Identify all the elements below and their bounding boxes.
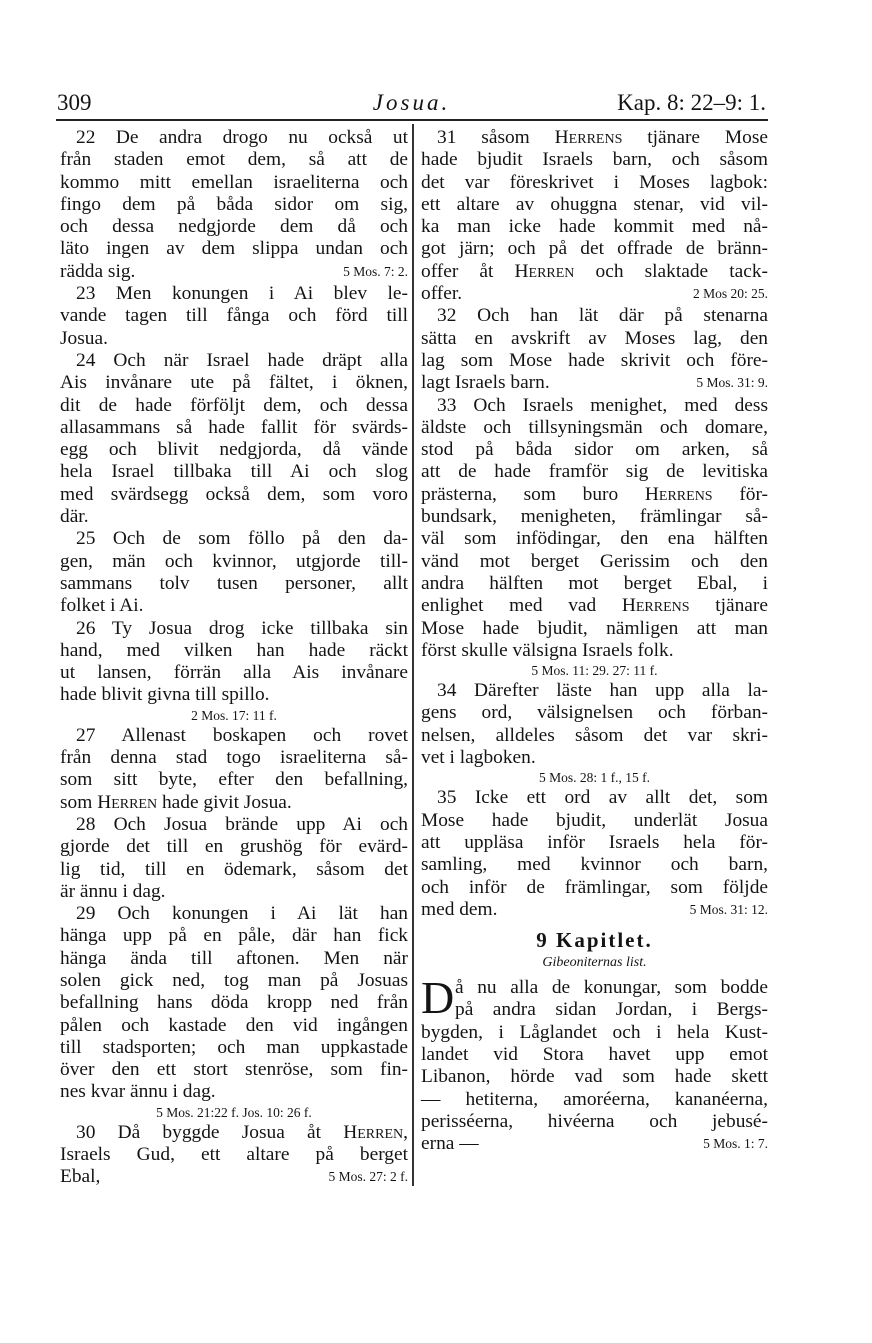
text-line: 32 Och han lät där på stenarna: [437, 305, 768, 327]
text-line: [60, 261, 408, 283]
text-line: 28 Och Josua brände upp Ai och: [76, 813, 408, 835]
text-line: Israels Gud, ett altare på berget: [60, 1144, 408, 1166]
chapter-9: [421, 927, 768, 1155]
chapter-title: 9 Kapitlet.: [536, 928, 653, 953]
text-run: 31 såsom: [437, 127, 530, 148]
chapter-opening: [421, 972, 768, 1024]
cross-reference: 2 Mos. 17: 11 f.: [191, 707, 277, 723]
text-line: att uppläsa inför Israels hela för-: [421, 831, 768, 853]
text-run: 30 Då byggde Josua åt: [76, 1121, 322, 1143]
book-title: Josua.: [372, 90, 451, 115]
text-line: 24 Och när Israel hade dräpt alla: [76, 349, 408, 371]
text-run: tjänare: [715, 595, 768, 617]
verse-25: [60, 528, 408, 617]
text-line: gjorde det till en grushög för evärd-: [60, 836, 408, 858]
verse-33: [421, 395, 768, 681]
text-line: [421, 283, 768, 305]
text-line: nes kvar ännu i dag.: [60, 1081, 216, 1103]
verse-27: [60, 725, 408, 814]
verse-end: erna —: [421, 1133, 479, 1155]
header-rule: [56, 119, 768, 121]
text-line: kommo mitt emellan israeliterna och: [60, 171, 408, 193]
column-divider: [412, 124, 414, 1186]
verse-end: med dem.: [421, 898, 498, 920]
text-line: Mose hade bjudit, nämligen att man: [421, 617, 768, 639]
text-line: samling, med kvinnor och barn,: [421, 854, 768, 876]
text-line: det var föreskrivet i Moses lagbok:: [421, 171, 768, 193]
text-line: fingo dem på båda sidor om sig,: [60, 193, 408, 215]
text-line: gens ord, välsignelsen och förban-: [421, 702, 768, 724]
text-line: väl som infödingar, den ena hälften: [421, 528, 768, 550]
chapter-reference: Kap. 8: 22–9: 1.: [617, 90, 766, 115]
verse-32: [421, 305, 768, 394]
text-line: till stadsporten; och man uppkastade: [60, 1036, 408, 1058]
divine-name: Herren: [514, 260, 575, 282]
text-line: 22 De andra drogo nu också ut: [76, 127, 408, 148]
text-line: folket i Ai.: [60, 595, 144, 617]
page-header: [57, 86, 766, 120]
text-line: got järn; och på det offrade de bränn-: [421, 238, 768, 260]
text-line: är ännu i dag.: [60, 880, 166, 902]
cross-reference: 2 Mos 20: 25.: [692, 286, 768, 302]
text-line: solen gick ned, tog man på Josuas: [60, 969, 408, 991]
text-line: och inför de främlingar, som följde: [421, 876, 768, 898]
text-line: hand, med vilken han hade räckt: [60, 639, 408, 661]
text-line: som sitt byte, efter den befallning,: [60, 769, 408, 791]
text-line: [60, 792, 408, 814]
text-line: ut lansen, förrän alla Ais invånare: [60, 662, 408, 684]
text-line: nelsen, alldeles såsom det var skri-: [421, 724, 768, 746]
divine-name: Herrens: [621, 595, 690, 617]
verse-34: [421, 680, 768, 787]
verse-24: [60, 350, 408, 528]
text-run: prästerna, som buro: [421, 483, 619, 505]
text-line: sätta en avskrift av Moses lag, den: [421, 327, 768, 349]
text-line: från staden emot dem, så att de: [60, 149, 408, 171]
text-line: egg och blivit nedgjorda, då vände: [60, 439, 408, 461]
text-line: [421, 1133, 768, 1155]
text-line: läto ingen av dem slippa undan och: [60, 238, 408, 260]
text-line: 29 Och konungen i Ai lät han: [76, 903, 408, 925]
verse-23: [60, 283, 408, 350]
page-number: 309: [57, 90, 92, 115]
text-line: Mose hade bjudit, underlät Josua: [421, 809, 768, 831]
text-line: vande tagen till fånga och förd till: [60, 305, 408, 327]
text-line: 33 Och Israels menighet, med dess: [437, 394, 768, 416]
text-line: Ais invånare ute på fältet, i öknen,: [60, 372, 408, 394]
text-run: för-: [739, 483, 768, 505]
cross-reference: 5 Mos. 31: 9.: [696, 375, 768, 391]
chapter-subtitle: Gibeoniternas list.: [542, 955, 647, 971]
divine-name: Herrens: [554, 127, 623, 148]
text-line: hade blivit givna till spillo.: [60, 684, 270, 706]
text-line: 34 Därefter läste han upp alla la-: [437, 680, 768, 702]
text-line: pålen och kastade den vid ingången: [60, 1014, 408, 1036]
divine-name: Herren,: [343, 1121, 408, 1143]
text-line: 26 Ty Josua drog icke tillbaka sin: [76, 617, 408, 639]
verse-end: offer.: [421, 283, 463, 305]
text-line: perisséerna, hivéerna och jebusé-: [421, 1110, 768, 1132]
text-line: att de hade framför sig de levitiska: [421, 461, 768, 483]
text-line: lag som Mose hade skrivit och före-: [421, 349, 768, 371]
text-line: 27 Allenast boskapen och rovet: [76, 724, 408, 746]
text-line: ett altare av ohuggna stenar, vid vil-: [421, 193, 768, 215]
cross-reference: 5 Mos. 28: 1 f., 15 f.: [539, 770, 650, 786]
text-line: [421, 595, 768, 617]
verse-end: lagt Israels barn.: [421, 372, 550, 394]
text-line: befallning hans döda kropp ned från: [60, 992, 408, 1014]
text-line: ka man icke hade kommit med nå-: [421, 216, 768, 238]
text-line: Josua.: [60, 327, 108, 349]
verse-31: [421, 127, 768, 305]
cross-reference: 5 Mos. 1: 7.: [703, 1136, 768, 1152]
text-run: som: [60, 791, 93, 813]
text-line: och dessa nedgjorde dem då och: [60, 216, 408, 238]
text-line: bundsark, menigheten, främlingar så-: [421, 506, 768, 528]
text-run: offer åt: [421, 260, 494, 282]
text-line: från denna stad togo israeliterna så-: [60, 747, 408, 769]
text-line: [421, 899, 768, 921]
left-column: [60, 127, 408, 1189]
text-line: [421, 127, 768, 149]
verse-28: [60, 814, 408, 903]
text-line: landet vid Stora havet upp emot: [421, 1043, 768, 1065]
text-line: 25 Och de som föllo på den da-: [76, 528, 408, 550]
cross-reference: 5 Mos. 31: 12.: [689, 901, 768, 917]
divine-name: Herren: [97, 791, 158, 813]
text-line: hänga upp på en påle, där han fick: [60, 925, 408, 947]
text-line: vet i lagboken.: [421, 747, 536, 769]
cross-reference: 5 Mos. 27: 2 f.: [328, 1169, 408, 1185]
text-line: med svärdsegg också dem, som voro: [60, 483, 408, 505]
verse-26: [60, 618, 408, 725]
verse-end: Ebal,: [60, 1166, 101, 1188]
text-line: hela Israel tillbaka till Ai och slog: [60, 461, 408, 483]
text-line: först skulle välsigna Israels folk.: [421, 639, 674, 661]
text-line: sammans tolv tusen personer, allt: [60, 572, 408, 594]
text-line: andra hälften mot berget Ebal, i: [421, 572, 768, 594]
text-line: 23 Men konungen i Ai blev le-: [76, 283, 408, 305]
verse-30: [60, 1122, 408, 1189]
cross-reference: 5 Mos. 7: 2.: [343, 263, 408, 279]
cross-reference: 5 Mos. 11: 29. 27: 11 f.: [531, 663, 658, 679]
text-line: [421, 484, 768, 506]
text-line: 35 Icke ett ord av allt det, som: [437, 787, 768, 809]
text-line: — hetiterna, amoréerna, kananéerna,: [421, 1088, 768, 1110]
text-line: hänga ända till aftonen. Men när: [60, 947, 408, 969]
text-line: över den ett stort stenröse, som fin-: [60, 1059, 408, 1081]
text-run: enlighet med vad: [421, 595, 597, 617]
text-line: [421, 372, 768, 394]
text-line: stod på båda sidor om arken, så: [421, 439, 768, 461]
text-line: å nu alla de konungar, som bodde: [455, 977, 768, 999]
text-line: bygden, i Låglandet och i hela Kust-: [421, 1021, 768, 1043]
text-line: [60, 1166, 408, 1188]
text-line: där.: [60, 506, 89, 528]
text-run: och slaktade tack-: [595, 260, 768, 282]
text-run: tjänare Mose: [647, 127, 768, 148]
verse-end: rädda sig.: [60, 260, 136, 282]
text-line: [60, 1122, 408, 1144]
cross-reference: 5 Mos. 21:22 f. Jos. 10: 26 f.: [156, 1104, 312, 1120]
text-line: allasammans så hade fallit för svärds-: [60, 416, 408, 438]
verse-35: [421, 787, 768, 921]
text-line: vänd mot berget Gerissim och den: [421, 550, 768, 572]
text-run: hade givit Josua.: [161, 791, 292, 813]
right-column: [421, 127, 768, 1155]
text-line: på andra sidan Jordan, i Bergs-: [455, 999, 768, 1021]
text-line: äldste och tillsyningsmän och domare,: [421, 416, 768, 438]
divine-name: Herrens: [644, 483, 713, 505]
drop-cap: D: [421, 972, 455, 1024]
text-line: lig tid, till en ödemark, såsom det: [60, 858, 408, 880]
verse-22: [60, 127, 408, 283]
verse-29: [60, 903, 408, 1122]
text-line: dit de hade förföljt dem, och dessa: [60, 394, 408, 416]
text-line: Libanon, hörde vad som hade skett: [421, 1066, 768, 1088]
text-line: gen, män och kvinnor, utgjorde till-: [60, 550, 408, 572]
text-line: [421, 261, 768, 283]
text-line: hade bjudit Israels barn, och såsom: [421, 149, 768, 171]
